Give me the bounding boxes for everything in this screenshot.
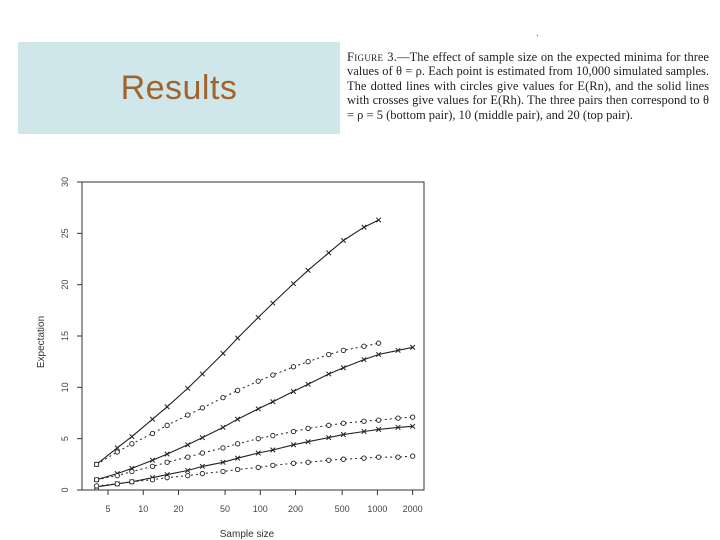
x-tick-label: 500 (334, 504, 350, 514)
cross-marker (256, 407, 261, 412)
circle-marker (115, 482, 119, 486)
circle-marker (396, 455, 400, 459)
cross-marker (235, 417, 240, 422)
cross-marker (291, 281, 296, 286)
cross-marker (200, 435, 205, 440)
circle-marker (200, 406, 204, 410)
circle-marker (306, 460, 310, 464)
circle-marker (94, 478, 98, 482)
x-axis-label: Sample size (219, 529, 275, 540)
circle-marker (235, 442, 239, 446)
circle-marker (115, 473, 119, 477)
cross-marker (326, 372, 331, 377)
cross-marker (165, 405, 170, 410)
circle-marker (221, 395, 225, 399)
circle-marker (362, 419, 366, 423)
circle-marker (200, 451, 204, 455)
cross-marker (326, 251, 331, 256)
corner-mark: . (536, 28, 539, 39)
circle-marker (291, 461, 295, 465)
circle-marker (256, 379, 260, 383)
circle-marker (376, 455, 380, 459)
circle-marker (341, 421, 345, 425)
circle-marker (306, 359, 310, 363)
circle-marker (130, 480, 134, 484)
circle-marker (362, 456, 366, 460)
circle-marker (94, 462, 98, 466)
series-line-6 (97, 456, 413, 486)
slide-title: Results (120, 68, 238, 107)
x-tick-label: 20 (173, 504, 184, 514)
cross-marker (150, 458, 155, 463)
y-tick-label: 0 (60, 487, 70, 493)
circle-marker (165, 423, 169, 427)
circle-marker (115, 450, 119, 454)
y-tick-label: 20 (60, 279, 70, 290)
circle-marker (235, 467, 239, 471)
cross-marker (235, 336, 240, 341)
cross-marker (306, 382, 311, 387)
cross-marker (362, 225, 367, 230)
circle-marker (291, 365, 295, 369)
cross-marker (185, 443, 190, 448)
circle-marker (271, 433, 275, 437)
circle-marker (327, 458, 331, 462)
cross-marker (271, 399, 276, 404)
y-tick-label: 30 (60, 176, 70, 188)
cross-marker (221, 351, 226, 356)
circle-marker (165, 460, 169, 464)
cross-marker (306, 268, 311, 273)
cross-marker (200, 372, 205, 377)
circle-marker (327, 352, 331, 356)
circle-marker (341, 457, 345, 461)
cross-marker (256, 315, 261, 320)
circle-marker (396, 416, 400, 420)
circle-marker (94, 484, 98, 488)
circle-marker (362, 344, 366, 348)
cross-marker (376, 218, 381, 223)
circle-marker (130, 469, 134, 473)
circle-marker (186, 413, 190, 417)
cross-marker (341, 238, 346, 243)
y-tick-label: 15 (60, 330, 70, 342)
y-tick-label: 5 (60, 436, 70, 442)
circle-marker (256, 465, 260, 469)
x-tick-label: 10 (138, 504, 149, 514)
circle-marker (130, 442, 134, 446)
circle-marker (410, 415, 414, 419)
circle-marker (306, 426, 310, 430)
y-axis-label: Expectation (36, 315, 47, 369)
figure-label: Figure 3. (347, 50, 398, 64)
circle-marker (410, 454, 414, 458)
x-tick-label: 200 (288, 504, 304, 514)
circle-marker (221, 446, 225, 450)
circle-marker (256, 436, 260, 440)
circle-marker (200, 471, 204, 475)
circle-marker (327, 423, 331, 427)
circle-marker (376, 341, 380, 345)
circle-marker (376, 418, 380, 422)
circle-marker (221, 469, 225, 473)
series-line-1 (97, 220, 379, 464)
circle-marker (271, 373, 275, 377)
circle-marker (186, 473, 190, 477)
circle-marker (186, 455, 190, 459)
y-tick-label: 25 (60, 228, 70, 239)
y-tick-label: 10 (60, 382, 70, 393)
x-tick-label: 5 (105, 504, 111, 514)
cross-marker (165, 452, 170, 457)
circle-marker (341, 348, 345, 352)
cross-marker (150, 417, 155, 422)
circle-marker (150, 478, 154, 482)
cross-marker (185, 386, 190, 391)
circle-marker (150, 431, 154, 435)
cross-marker (291, 389, 296, 394)
circle-marker (165, 475, 169, 479)
x-tick-label: 50 (220, 504, 231, 514)
cross-marker (341, 366, 346, 371)
x-tick-label: 2000 (402, 504, 423, 514)
circle-marker (291, 429, 295, 433)
x-tick-label: 1000 (367, 504, 388, 514)
cross-marker (271, 301, 276, 306)
circle-marker (150, 464, 154, 468)
cross-marker (130, 434, 135, 439)
figure-caption-text: —The effect of sample size on the expected minima for three values of θ = ρ. Each point is estimated from 10,000 simulated samples. The dotted lines with circles give values for E(Rn), and the solid lines with crosses give values for E(Rh). The three pairs then correspond to θ = ρ = 5 (bottom pair), 10 (middle pair), and 20 (top pair). (347, 50, 709, 122)
cross-marker (221, 425, 226, 430)
x-tick-label: 100 (252, 504, 268, 514)
circle-marker (271, 463, 275, 467)
circle-marker (235, 388, 239, 392)
